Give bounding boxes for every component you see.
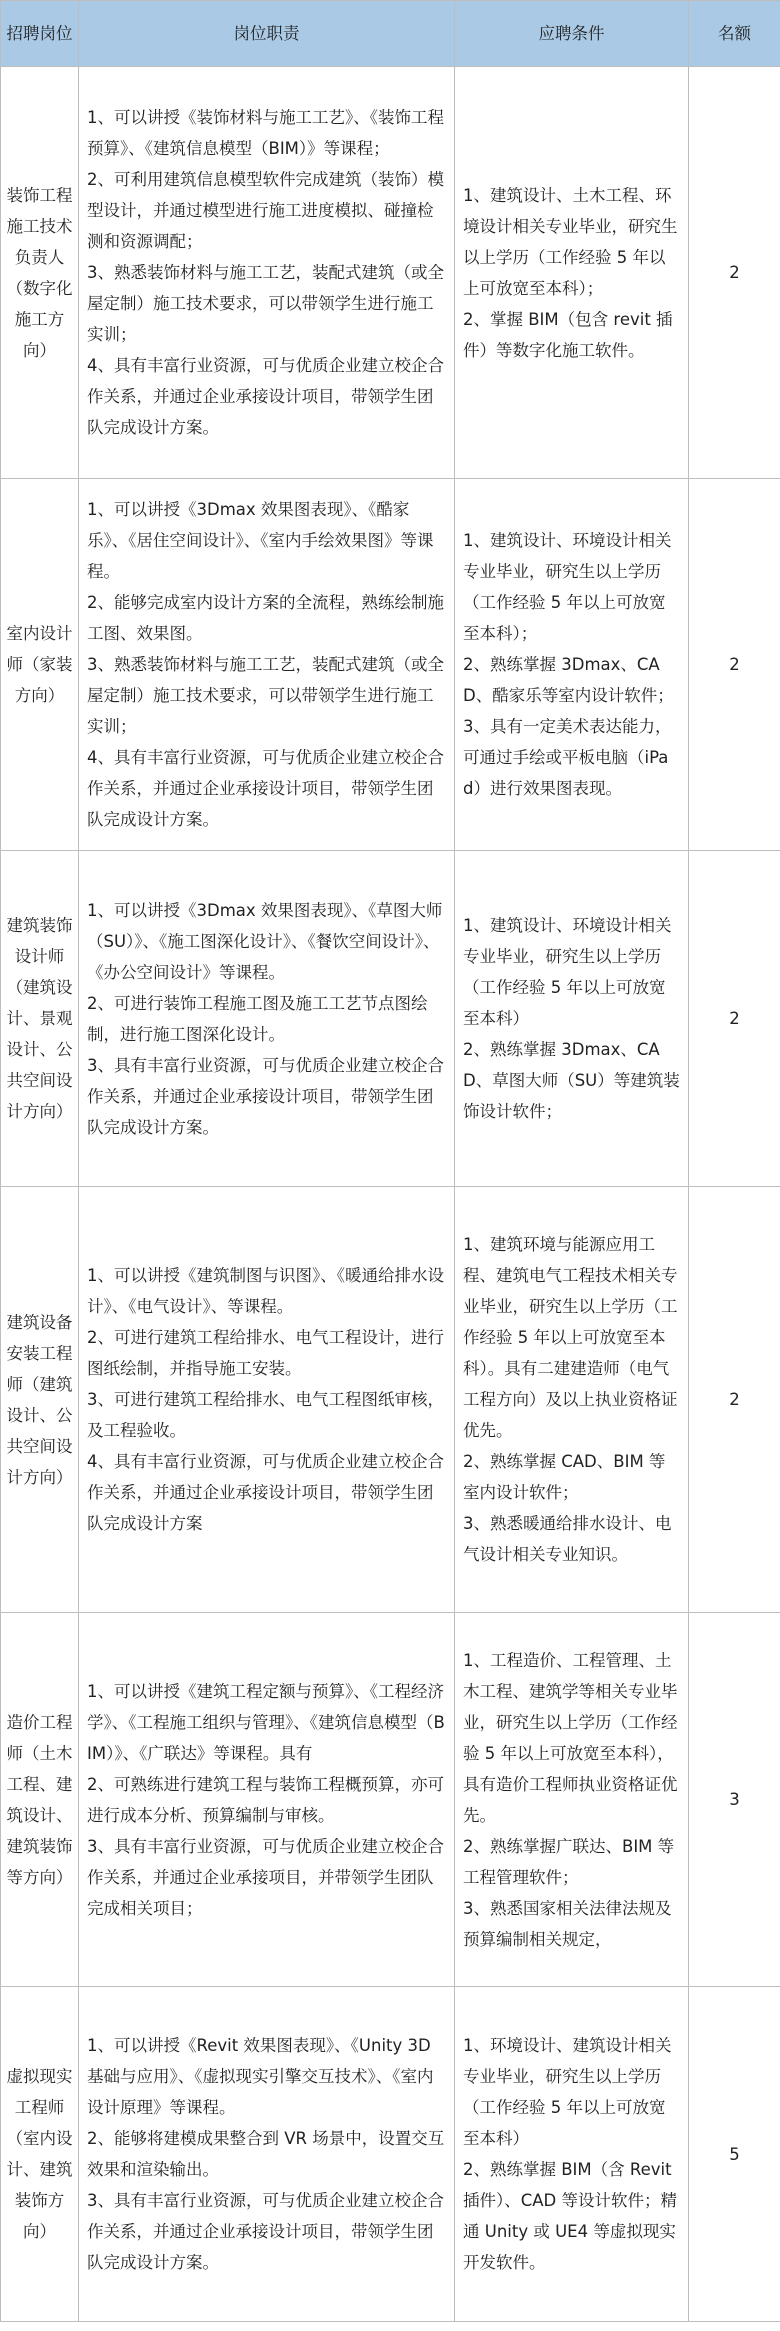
requirement-item: 1、建筑环境与能源应用工程、建筑电气工程技术相关专业毕业，研究生以上学历（工作经验 5 年以上可放宽至本科）。具有二建建造师（电气工程方向）及以上执业资格证优先。 <box>463 1235 678 1440</box>
duty-item: 1、可以讲授《Revit 效果图表现》、《Unity 3D 基础与应用》、《虚拟现实引擎交互技术》、《室内设计原理》等课程。 <box>87 2036 434 2117</box>
duty-item: 3、具有丰富行业资源，可与优质企业建立校企合作关系，并通过企业承接设计项目，带领学生团队完成设计方案。 <box>87 1055 444 1137</box>
position-cell: 装饰工程施工技术负责人（数字化施工方向） <box>1 67 79 479</box>
duty-item: 2、可进行建筑工程给排水、电气工程设计，进行图纸绘制，并指导施工安装。 <box>87 1328 444 1378</box>
duty-item: 2、能够将建模成果整合到 VR 场景中，设置交互效果和渲染输出。 <box>87 2129 445 2179</box>
requirements-cell <box>455 479 689 851</box>
duty-item: 3、熟悉装饰材料与施工工艺，装配式建筑（或全屋定制）施工技术要求，可以带领学生进行施工实训； <box>87 655 444 736</box>
requirement-item: 1、建筑设计、环境设计相关专业毕业，研究生以上学历（工作经验 5 年以上可放宽至本科）； <box>463 531 672 643</box>
duty-item: 1、可以讲授《建筑工程定额与预算》、《工程经济学》、《工程施工组织与管理》、《建筑信息模型（BIM）》、《广联达》等课程。具有 <box>87 1681 445 1763</box>
header-duties: 岗位职责 <box>79 1 455 67</box>
count-cell: 2 <box>689 851 780 1187</box>
table-header <box>1 1 780 67</box>
requirement-item: 1、工程造价、工程管理、土木工程、建筑学等相关专业毕业，研究生以上学历（工作经验 5 年以上可放宽至本科），具有造价工程师执业资格证优先。 <box>463 1650 678 1825</box>
duty-item: 2、能够完成室内设计方案的全流程，熟练绘制施工图、效果图。 <box>87 593 444 643</box>
position-cell: 建筑设备安装工程师（建筑设计、公共空间设计方向） <box>1 1187 79 1613</box>
table-row <box>1 1613 780 1987</box>
duties-cell <box>79 479 455 851</box>
requirement-item: 1、建筑设计、土木工程、环境设计相关专业毕业，研究生以上学历（工作经验 5 年以上可放宽至本科）； <box>463 185 678 298</box>
count-cell: 3 <box>689 1613 780 1987</box>
duty-item: 1、可以讲授《3Dmax 效果图表现》、《草图大师（SU）》、《施工图深化设计》、《餐饮空间设计》、《办公空间设计》等课程。 <box>87 900 443 982</box>
duty-item: 3、具有丰富行业资源，可与优质企业建立校企合作关系，并通过企业承接设计项目，带领学生团队完成设计方案。 <box>87 2191 444 2272</box>
duty-item: 3、熟悉装饰材料与施工工艺，装配式建筑（或全屋定制）施工技术要求，可以带领学生进行施工实训； <box>87 263 444 344</box>
requirements-cell <box>455 1187 689 1613</box>
table-row <box>1 67 780 479</box>
requirements-cell <box>455 67 689 479</box>
count-cell: 2 <box>689 1187 780 1613</box>
table-row <box>1 851 780 1187</box>
requirement-item: 1、建筑设计、环境设计相关专业毕业，研究生以上学历（工作经验 5 年以上可放宽至本科） <box>463 916 672 1028</box>
table-row <box>1 479 780 851</box>
duty-item: 1、可以讲授《3Dmax 效果图表现》、《酷家乐》、《居住空间设计》、《室内手绘效果图》等课程。 <box>87 500 434 581</box>
requirements-cell <box>455 1613 689 1987</box>
duty-item: 4、具有丰富行业资源，可与优质企业建立校企合作关系，并通过企业承接设计项目，带领学生团队完成设计方案。 <box>87 356 444 437</box>
requirement-item: 2、熟练掌握 CAD、BIM 等室内设计软件； <box>463 1452 666 1502</box>
position-cell: 造价工程师（土木工程、建筑设计、建筑装饰等方向） <box>1 1613 79 1987</box>
requirement-item: 3、熟悉暖通给排水设计、电气设计相关专业知识。 <box>463 1514 672 1564</box>
duty-item: 4、具有丰富行业资源，可与优质企业建立校企合作关系，并通过企业承接设计项目，带领学生团队完成设计方案 <box>87 1452 444 1533</box>
position-cell: 建筑装饰设计师（建筑设计、景观设计、公共空间设计方向） <box>1 851 79 1187</box>
duty-item: 1、可以讲授《装饰材料与施工工艺》、《装饰工程预算》、《建筑信息模型（BIM）》等课程； <box>87 108 444 158</box>
duty-item: 2、可熟练进行建筑工程与装饰工程概预算，亦可进行成本分析、预算编制与审核。 <box>87 1774 444 1825</box>
duty-item: 2、可进行装饰工程施工图及施工工艺节点图绘制，进行施工图深化设计。 <box>87 993 428 1044</box>
position-cell: 虚拟现实工程师（室内设计、建筑装饰方向） <box>1 1987 79 2322</box>
duties-cell <box>79 851 455 1187</box>
duty-item: 3、具有丰富行业资源，可与优质企业建立校企合作关系，并通过企业承接项目，并带领学生团队完成相关项目； <box>87 1836 444 1918</box>
duties-cell <box>79 1987 455 2322</box>
table-row <box>1 1987 780 2322</box>
requirement-item: 1、环境设计、建筑设计相关专业毕业，研究生以上学历（工作经验 5 年以上可放宽至本科） <box>463 2036 672 2148</box>
duty-item: 2、可利用建筑信息模型软件完成建筑（装饰）模型设计，并通过模型进行施工进度模拟、碰撞检测和资源调配； <box>87 170 444 251</box>
requirement-item: 2、熟练掌握广联达、BIM 等工程管理软件； <box>463 1836 675 1887</box>
header-position: 招聘岗位 <box>1 1 79 67</box>
duties-cell <box>79 1613 455 1987</box>
position-cell: 室内设计师（家装方向） <box>1 479 79 851</box>
header-count: 名额 <box>689 1 780 67</box>
duty-item: 4、具有丰富行业资源，可与优质企业建立校企合作关系，并通过企业承接设计项目，带领学生团队完成设计方案。 <box>87 748 444 829</box>
requirement-item: 2、熟练掌握 BIM（含 Revit 插件）、CAD 等设计软件；精通 Unity 或 UE4 等虚拟现实开发软件。 <box>463 2160 678 2272</box>
requirement-item: 3、具有一定美术表达能力，可通过手绘或平板电脑（iPad）进行效果图表现。 <box>463 717 672 798</box>
requirements-cell <box>455 1987 689 2322</box>
requirement-item: 2、掌握 BIM（包含 revit 插件）等数字化施工软件。 <box>463 309 673 360</box>
duties-cell <box>79 67 455 479</box>
duties-cell <box>79 1187 455 1613</box>
duty-item: 1、可以讲授《建筑制图与识图》、《暖通给排水设计》、《电气设计》、等课程。 <box>87 1266 444 1316</box>
table-row <box>1 1187 780 1613</box>
count-cell: 2 <box>689 67 780 479</box>
requirements-cell <box>455 851 689 1187</box>
requirement-item: 2、熟练掌握 3Dmax、CAD、酷家乐等室内设计软件； <box>463 655 674 705</box>
duty-item: 3、可进行建筑工程给排水、电气工程图纸审核，及工程验收。 <box>87 1390 444 1440</box>
count-cell: 5 <box>689 1987 780 2322</box>
requirement-item: 2、熟练掌握 3Dmax、CAD、草图大师（SU）等建筑装饰设计软件； <box>463 1040 680 1121</box>
count-cell: 2 <box>689 479 780 851</box>
requirement-item: 3、熟悉国家相关法律法规及预算编制相关规定， <box>463 1898 672 1949</box>
header-requirements: 应聘条件 <box>455 1 689 67</box>
